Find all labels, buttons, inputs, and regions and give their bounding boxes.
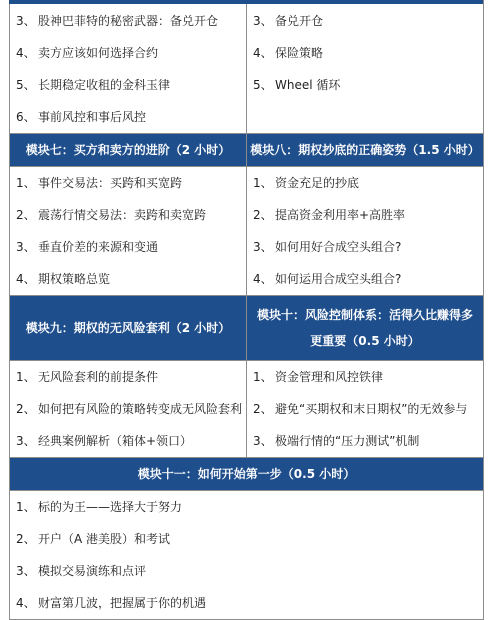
section-header-row xyxy=(10,458,484,491)
module-7-header: 模块七：买方和卖方的进阶（2 小时） xyxy=(10,134,247,167)
table-row xyxy=(10,361,484,458)
list-item: 3、 股神巴菲特的秘密武器：备兑开仓 xyxy=(16,14,219,28)
module-9-header: 模块九：期权的无风险套利（2 小时） xyxy=(10,296,247,361)
course-table xyxy=(9,0,484,620)
list-item: 1、 资金管理和风控铁律 xyxy=(253,370,384,384)
list-item: 6、 事前风控和事后风控 xyxy=(16,110,147,124)
list-item: 3、 模拟交易演练和点评 xyxy=(16,564,147,578)
list-item: 1、 资金充足的抄底 xyxy=(253,176,360,190)
list-item: 1、 标的为王——选择大于努力 xyxy=(16,500,183,514)
module-11-header: 模块十一：如何开始第一步（0.5 小时） xyxy=(10,458,484,491)
list-item: 2、 开户（A 港美股）和考试 xyxy=(16,532,171,546)
final-cell xyxy=(10,491,484,620)
list-item: 5、 Wheel 循环 xyxy=(253,78,341,92)
list-item: 3、 垂直价差的来源和变通 xyxy=(16,240,159,254)
top-accent-bar xyxy=(9,0,483,4)
right-cell xyxy=(247,1,484,134)
module-10-header: 模块十：风险控制体系：活得久比赚得多更重要（0.5 小时） xyxy=(247,296,484,361)
list-item: 1、 事件交易法：买跨和买宽跨 xyxy=(16,176,183,190)
list-item: 4、 财富第几波，把握属于你的机遇 xyxy=(16,596,207,610)
table-row xyxy=(10,491,484,620)
section-header-row xyxy=(10,134,484,167)
list-item: 3、 如何用好合成空头组合? xyxy=(253,240,402,254)
list-item: 2、 如何把有风险的策略转变成无风险套利 xyxy=(16,402,243,416)
list-item: 1、 无风险套利的前提条件 xyxy=(16,370,159,384)
left-cell xyxy=(10,167,247,296)
table-row xyxy=(10,1,484,134)
list-item: 4、 保险策略 xyxy=(253,46,324,60)
list-item: 5、 长期稳定收租的金科玉律 xyxy=(16,78,171,92)
list-item: 4、 期权策略总览 xyxy=(16,272,111,286)
course-outline-page xyxy=(9,0,483,620)
left-cell xyxy=(10,1,247,134)
list-item: 4、 卖方应该如何选择合约 xyxy=(16,46,159,60)
table-row xyxy=(10,167,484,296)
section-header-row xyxy=(10,296,484,361)
right-cell xyxy=(247,361,484,458)
list-item: 2、 震荡行情交易法：卖跨和卖宽跨 xyxy=(16,208,207,222)
left-cell xyxy=(10,361,247,458)
list-item: 4、 如何运用合成空头组合? xyxy=(253,272,402,286)
list-item: 2、 避免“买期权和末日期权”的无效参与 xyxy=(253,402,468,416)
right-cell xyxy=(247,167,484,296)
list-item: 3、 极端行情的“压力测试”机制 xyxy=(253,434,420,448)
list-item: 2、 提高资金利用率+高胜率 xyxy=(253,208,406,222)
module-8-header: 模块八：期权抄底的正确姿势（1.5 小时） xyxy=(247,134,484,167)
list-item: 3、 经典案例解析（箱体+领口） xyxy=(16,434,193,448)
list-item: 3、 备兑开仓 xyxy=(253,14,324,28)
